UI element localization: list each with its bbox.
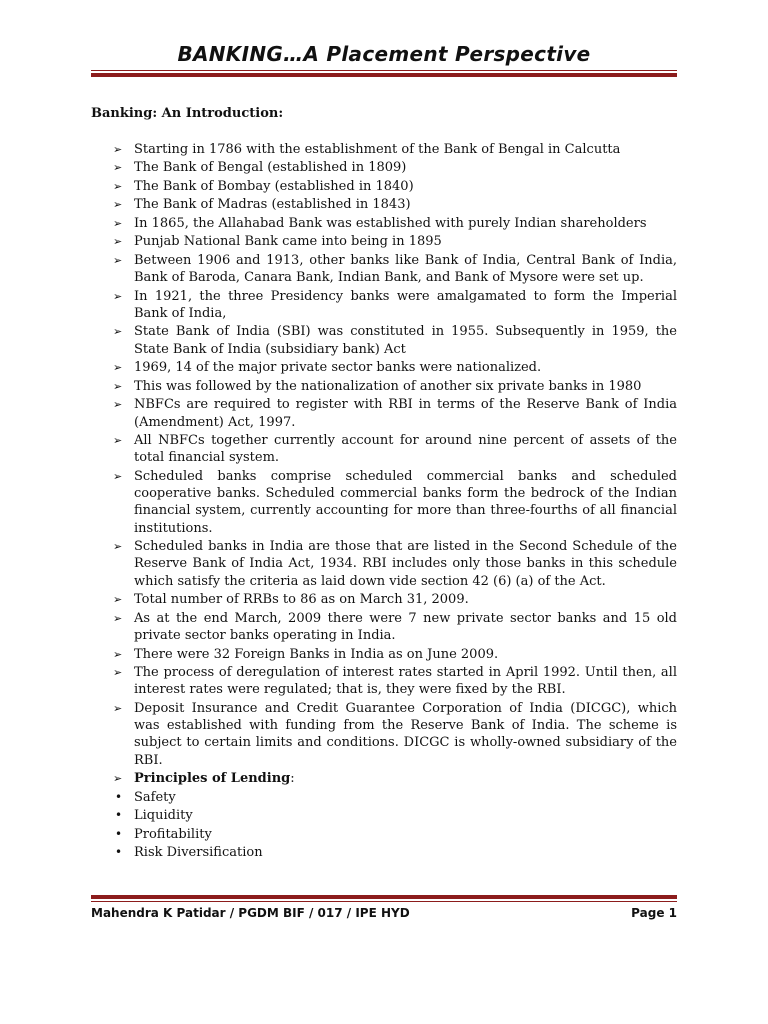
list-item: ➢ Punjab National Bank came into being in 1895 [113, 234, 442, 250]
list-item: • Profitability [115, 826, 212, 842]
history-list [113, 141, 677, 787]
footer-rule-thin [91, 901, 677, 902]
arrow-bullet-icon: ➢ [113, 593, 123, 607]
list-item: ➢ Total number of RRBs to 86 as on March 31, 2009. [113, 592, 469, 608]
arrow-bullet-icon: ➢ [113, 361, 123, 375]
arrow-bullet-icon: ➢ [113, 216, 123, 230]
list-item: ➢ State Bank of India (SBI) was constituted in 1955. Subsequently in 1959, the State Bank of India (subsidiary bank) Act [113, 324, 677, 357]
list-item: ➢ 1969, 14 of the major private sector banks were nationalized. [113, 360, 542, 376]
list-item: ➢ As at the end March, 2009 there were 7 new private sector banks and 15 old private sector banks operating in India. [113, 610, 677, 644]
list-item: ➢ Scheduled banks in India are those that are listed in the Second Schedule of the Reserve Bank of India Act, 1934. RBI includes only those banks in this schedule which satisfy the criteria as laid down vide section 42 (6) (a) of the Act. [113, 539, 677, 589]
list-item: ➢ The process of deregulation of interest rates started in April 1992. Until then, all interest rates were regulated; that is, they were fixed by the RBI. [113, 664, 677, 698]
arrow-bullet-icon: ➢ [113, 253, 123, 267]
list-item: ➢ Deposit Insurance and Credit Guarantee Corporation of India (DICGC), which was established with funding from the Reserve Bank of India. The scheme is subject to certain limits and conditions. DICGC is wholly-owned subsidiary of the RBI. [113, 700, 677, 768]
list-item: ➢ In 1865, the Allahabad Bank was established with purely Indian shareholders [113, 215, 647, 231]
arrow-bullet-icon: ➢ [113, 161, 123, 175]
arrow-bullet-icon: ➢ [113, 469, 123, 483]
principles-list [113, 789, 677, 862]
arrow-bullet-icon: ➢ [113, 235, 123, 249]
arrow-bullet-icon: ➢ [113, 198, 123, 212]
page-number: Page 1 [631, 906, 677, 920]
header-rule-thin [91, 70, 677, 71]
principles-heading: Principles of Lending [134, 771, 291, 787]
list-item: ➢ The Bank of Madras (established in 1843) [113, 197, 411, 213]
list-item: • Liquidity [115, 808, 193, 824]
arrow-bullet-icon: ➢ [113, 143, 123, 156]
list-item: • Risk Diversification [115, 845, 263, 861]
list-item: ➢ In 1921, the three Presidency banks were amalgamated to form the Imperial Bank of India, [113, 288, 677, 321]
footer-rule-thick [91, 895, 677, 899]
arrow-bullet-icon: ➢ [113, 772, 123, 786]
arrow-bullet-icon: ➢ [113, 611, 123, 625]
document-body [113, 141, 677, 863]
round-bullet-icon: • [115, 845, 123, 860]
arrow-bullet-icon: ➢ [113, 647, 123, 661]
list-item: ➢ Starting in 1786 with the establishment of the Bank of Bengal in Calcutta [113, 142, 621, 157]
list-item: ➢ This was followed by the nationalization of another six private banks in 1980 [113, 378, 642, 394]
arrow-bullet-icon: ➢ [113, 289, 123, 303]
section-heading: Banking: An Introduction: [91, 106, 284, 121]
list-item: ➢ The Bank of Bombay (established in 1840) [113, 178, 414, 194]
list-item: ➢ NBFCs are required to register with RBI in terms of the Reserve Bank of India (Amendment) Act, 1997. [113, 397, 677, 430]
header-rule-thick [91, 73, 677, 77]
arrow-bullet-icon: ➢ [113, 434, 123, 447]
principles-heading-colon: : [290, 771, 295, 787]
arrow-bullet-icon: ➢ [113, 379, 123, 393]
list-item: ➢ The Bank of Bengal (established in 1809) [113, 160, 407, 176]
principles-heading-item [113, 770, 677, 787]
list-item: ➢ Scheduled banks comprise scheduled commercial banks and scheduled cooperative banks. Scheduled commercial banks form the bedrock of the Indian financial system, currently accounting for more than three-fourths of all financial institutions. [113, 468, 677, 536]
footer-author: Mahendra K Patidar / PGDM BIF / 017 / IPE HYD [91, 906, 410, 920]
list-item: ➢ Between 1906 and 1913, other banks like Bank of India, Central Bank of India, Bank of Baroda, Canara Bank, Indian Bank, and Bank of Mysore were set up. [113, 252, 677, 286]
list-item: • Safety [115, 789, 176, 805]
round-bullet-icon: • [115, 789, 123, 804]
arrow-bullet-icon: ➢ [113, 398, 123, 412]
round-bullet-icon: • [115, 808, 123, 823]
arrow-bullet-icon: ➢ [113, 540, 123, 554]
page-header-title: BANKING…A Placement Perspective [177, 42, 591, 66]
arrow-bullet-icon: ➢ [113, 665, 123, 679]
list-item: ➢ All NBFCs together currently account for around nine percent of assets of the total financial system. [113, 433, 677, 466]
arrow-bullet-icon: ➢ [113, 179, 123, 193]
arrow-bullet-icon: ➢ [113, 701, 123, 715]
arrow-bullet-icon: ➢ [113, 325, 123, 339]
round-bullet-icon: • [115, 826, 123, 841]
list-item: ➢ There were 32 Foreign Banks in India as on June 2009. [113, 646, 499, 662]
